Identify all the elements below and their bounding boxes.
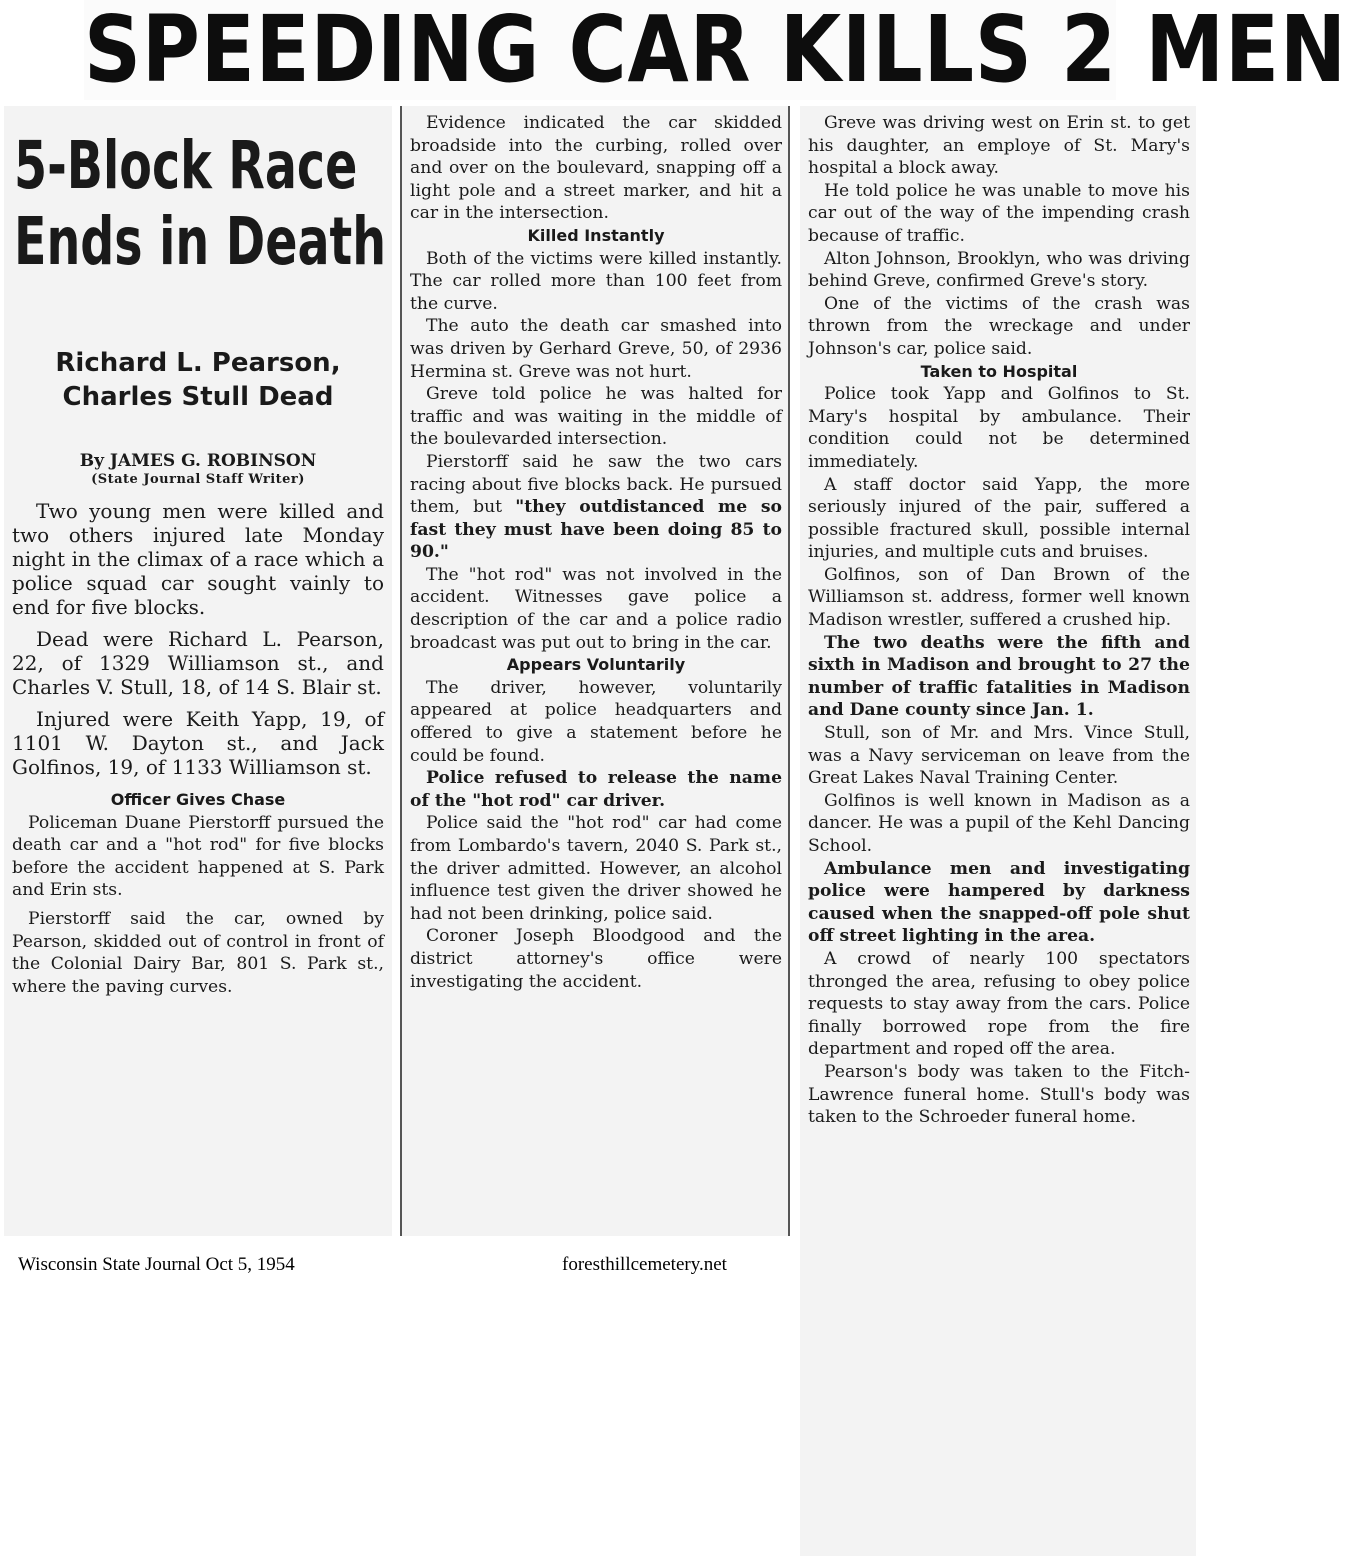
paragraph: Pearson's body was taken to the Fitch-Lawrence funeral home. Stull's body was taken to the Schroeder funeral home. [808, 1061, 1190, 1128]
column-3-body [808, 112, 1190, 1129]
paragraph: Golfinos, son of Dan Brown of the Williamson st. address, former well known Madison wrestler, suffered a crushed hip. [808, 564, 1190, 631]
article-subtitle [12, 346, 384, 414]
paragraph: Coroner Joseph Bloodgood and the district attorney's office were investigating the accident. [410, 926, 782, 992]
paragraph: A crowd of nearly 100 spectators thronged the area, refusing to obey police requests to stay away from the cars. Police finally borrowed rope from the fire department and roped off the area. [808, 948, 1190, 1060]
paragraph: Police took Yapp and Golfinos to St. Mary's hospital by ambulance. Their condition could not be determined immediately. [808, 384, 1190, 472]
paragraph: Pierstorff said the car, owned by Pearson, skidded out of control in front of the Colonial Dairy Bar, 801 S. Park st., where the paving curves. [12, 908, 384, 997]
article-title-line-2: Ends in Death [14, 203, 387, 280]
paragraph: Dead were Richard L. Pearson, 22, of 1329 Williamson st., and Charles V. Stull, 18, of 14 S. Blair st. [12, 627, 384, 699]
paragraph: Police said the "hot rod" car had come from Lombardo's tavern, 2040 S. Park st., the driver admitted. However, an alcohol influence test given the driver showed he had not been drinking, police said. [410, 813, 782, 924]
byline-credit: (State Journal Staff Writer) [91, 472, 305, 487]
byline: By JAMES G. ROBINSON [79, 451, 317, 471]
column-2-body [410, 112, 782, 993]
article-column-1 [4, 106, 392, 1236]
paragraph-bold: The two deaths were the fifth and sixth in Madison and brought to 27 the number of traffic fatalities in Madison and Dane county since Jan. 1. [808, 632, 1190, 721]
subhead-officer-gives-chase: Officer Gives Chase [110, 790, 286, 809]
subhead-appears-voluntarily: Appears Voluntarily [506, 655, 686, 675]
paragraph: The auto the death car smashed into was driven by Gerhard Greve, 50, of 2936 Hermina st. Greve was not hurt. [410, 316, 782, 382]
article-column-2 [400, 106, 790, 1236]
headline: SPEEDING CAR KILLS 2 MEN [84, 0, 1347, 103]
paragraph: Alton Johnson, Brooklyn, who was driving behind Greve, confirmed Greve's story. [808, 248, 1190, 292]
paragraph: The driver, however, voluntarily appeared at police headquarters and offered to give a statement before he could be found. [410, 677, 782, 766]
paragraph: Golfinos is well known in Madison as a dancer. He was a pupil of the Kehl Dancing School. [808, 790, 1190, 856]
paragraph: Stull, son of Mr. and Mrs. Vince Stull, was a Navy serviceman on leave from the Great Lakes Naval Training Center. [808, 723, 1190, 789]
source-caption: Wisconsin State Journal Oct 5, 1954 [18, 1254, 295, 1275]
subhead-killed-instantly: Killed Instantly [527, 225, 665, 245]
paragraph-bold: Police refused to release the name of the "hot rod" car driver. [410, 768, 782, 811]
paragraph [410, 451, 782, 564]
article-subtitle-line-1: Richard L. Pearson, [55, 348, 341, 378]
paragraph: Injured were Keith Yapp, 19, of 1101 W. Dayton st., and Jack Golfinos, 19, of 1133 Williamson st. [12, 707, 384, 779]
article-title-line-1: 5-Block Race [14, 127, 358, 204]
quote-bold: "they outdistanced me so fast they must have been doing 85 to 90." [410, 497, 782, 563]
article-title [14, 127, 387, 288]
article-subtitle-line-2: Charles Stull Dead [62, 382, 334, 412]
lede [12, 499, 384, 779]
paragraph: Two young men were killed and two others injured late Monday night in the climax of a race which a police squad car sought vainly to end for five blocks. [12, 499, 384, 619]
paragraph-bold: Ambulance men and investigating police were hampered by darkness caused when the snapped-off pole shut off street lighting in the area. [808, 858, 1190, 947]
quote-lead: Pierstorff said he saw the two cars racing about five blocks back. He pursued them, but [410, 451, 782, 518]
paragraph: Evidence indicated the car skidded broadside into the curbing, rolled over and over on the boulevard, snapping off a light pole and a street marker, and hit a car in the intersection. [410, 113, 782, 224]
paragraph: Policeman Duane Pierstorff pursued the death car and a "hot rod" for five blocks before the accident happened at S. Park and Erin sts. [12, 812, 384, 901]
paragraph: He told police he was unable to move his car out of the way of the impending crash because of traffic. [808, 180, 1190, 246]
column-1-body [12, 789, 384, 998]
paragraph: The "hot rod" was not involved in the accident. Witnesses gave police a description of the car and a police radio broadcast was put out to bring in the car. [410, 564, 782, 653]
paragraph: Greve told police he was halted for traffic and was waiting in the middle of the boulevarded intersection. [410, 384, 782, 450]
paragraph: One of the victims of the crash was thrown from the wreckage and under Johnson's car, police said. [808, 293, 1190, 359]
subhead-taken-to-hospital: Taken to Hospital [920, 361, 1078, 381]
paragraph: Both of the victims were killed instantly. The car rolled more than 100 feet from the curve. [410, 248, 782, 314]
paragraph: A staff doctor said Yapp, the more seriously injured of the pair, suffered a possible fractured skull, possible internal injuries, and multiple cuts and bruises. [808, 474, 1190, 563]
paragraph: Greve was driving west on Erin st. to get his daughter, an employe of St. Mary's hospital a block away. [808, 113, 1190, 179]
site-caption: foresthillcemetery.net [562, 1254, 727, 1275]
article-column-3 [800, 106, 1196, 1556]
